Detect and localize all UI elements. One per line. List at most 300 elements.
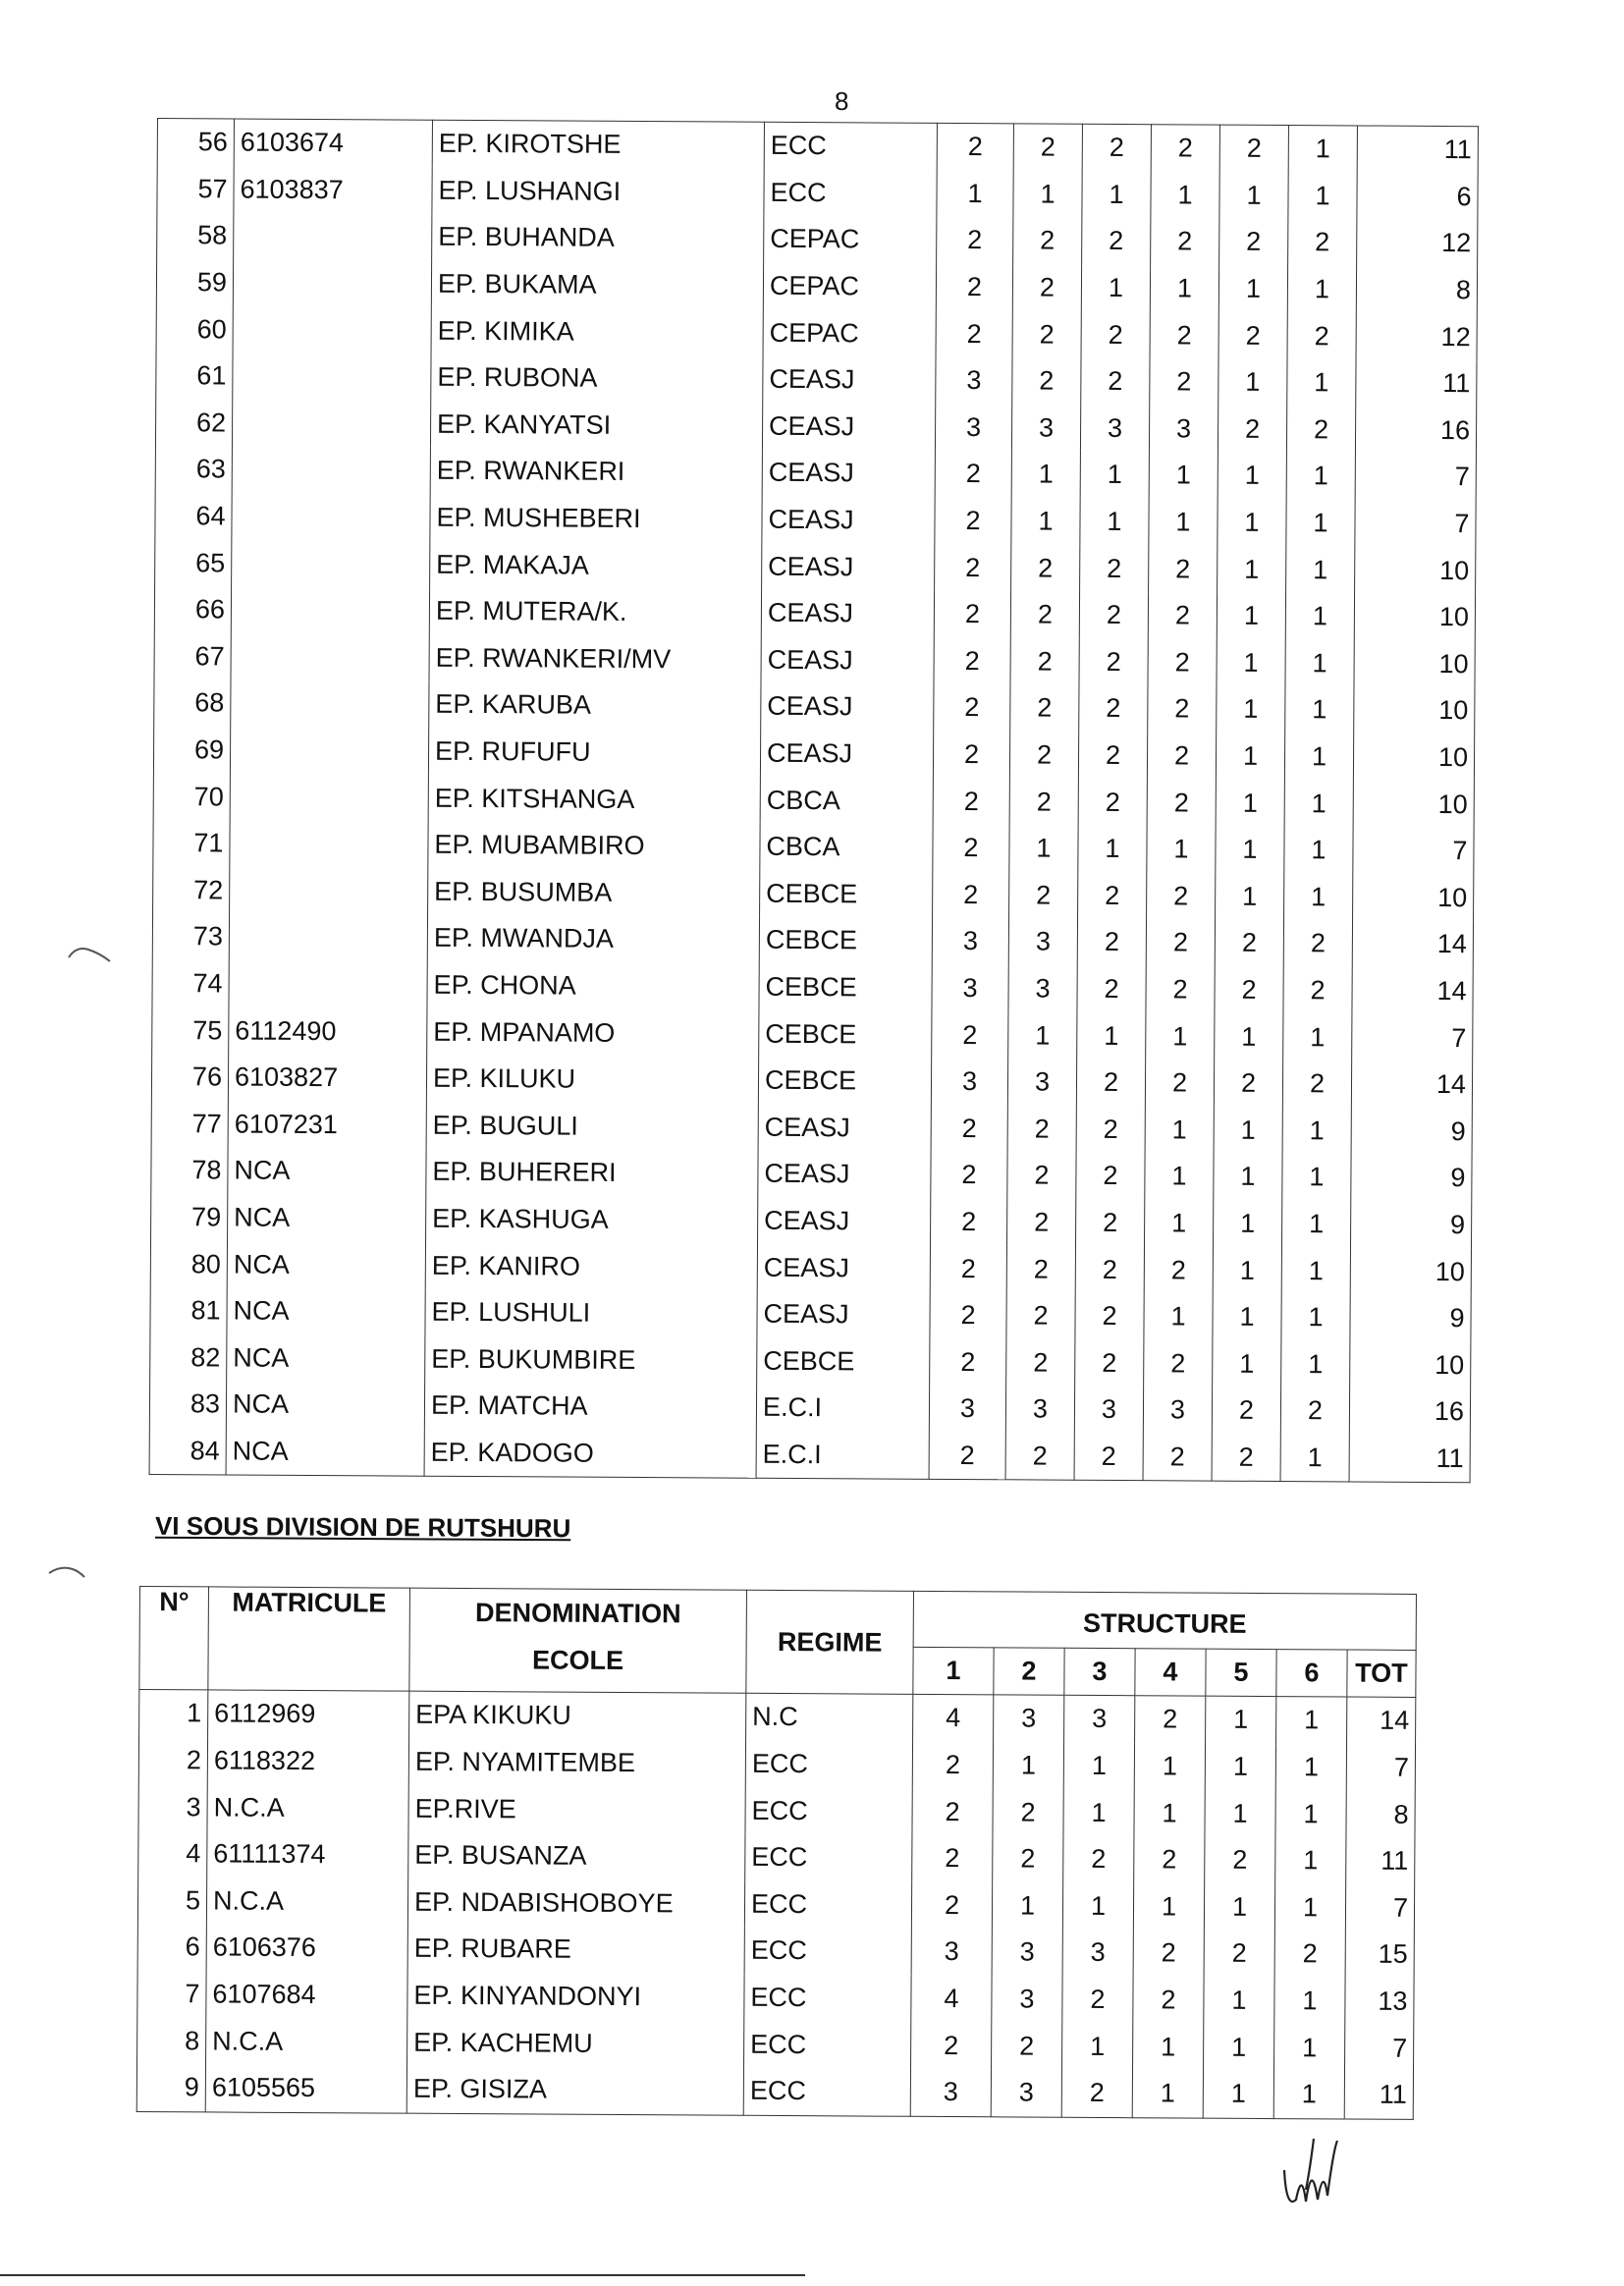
row-structure-2: 2 xyxy=(1012,264,1081,311)
row-structure-6: 2 xyxy=(1287,312,1356,359)
table-row xyxy=(138,1737,1415,1792)
header-denomination xyxy=(409,1588,747,1693)
row-school-name: EP. MUSHEBERI xyxy=(430,494,762,543)
row-structure-4: 2 xyxy=(1151,125,1219,173)
row-regime: CEASJ xyxy=(757,1291,930,1339)
row-structure-6: 1 xyxy=(1285,686,1354,734)
row-structure-1: 2 xyxy=(931,1152,1007,1199)
row-number: 7 xyxy=(137,1971,206,2018)
row-structure-6: 1 xyxy=(1287,266,1356,313)
row-structure-3: 1 xyxy=(1063,1789,1134,1836)
row-structure-6: 1 xyxy=(1281,1340,1350,1388)
row-total: 16 xyxy=(1355,407,1476,454)
table-row xyxy=(153,773,1474,828)
row-number: 72 xyxy=(153,866,230,913)
row-structure-6: 1 xyxy=(1282,1107,1351,1154)
row-structure-4: 1 xyxy=(1151,172,1219,219)
row-structure-2: 3 xyxy=(1008,918,1077,965)
row-structure-5: 1 xyxy=(1216,780,1284,827)
row-structure-6: 1 xyxy=(1284,827,1353,874)
row-structure-1: 2 xyxy=(930,1245,1006,1292)
row-structure-3: 2 xyxy=(1079,592,1148,639)
row-regime: ECC xyxy=(744,1880,911,1929)
row-school-name: EP. KITSHANGA xyxy=(428,775,760,824)
row-school-name: EP. MAKAJA xyxy=(430,541,762,590)
row-structure-4: 1 xyxy=(1149,499,1218,546)
row-regime: CEASJ xyxy=(761,590,934,638)
row-structure-1: 2 xyxy=(911,2022,992,2069)
row-regime: CEASJ xyxy=(758,1151,931,1199)
row-structure-3: 1 xyxy=(1077,1012,1146,1060)
row-structure-2: 3 xyxy=(1007,1059,1076,1106)
row-number: 66 xyxy=(154,586,231,633)
row-number: 69 xyxy=(153,727,230,774)
row-structure-5: 1 xyxy=(1219,172,1288,219)
page-number: 8 xyxy=(835,86,849,116)
row-structure-5: 1 xyxy=(1216,873,1284,920)
row-school-name: EP. RWANKERI/MV xyxy=(429,634,761,683)
row-total: 14 xyxy=(1351,1061,1472,1108)
row-structure-2: 2 xyxy=(1013,218,1082,265)
row-structure-5: 1 xyxy=(1218,546,1286,593)
row-structure-3: 2 xyxy=(1062,1977,1133,2024)
row-matricule: N.C.A xyxy=(207,1784,408,1832)
row-total: 10 xyxy=(1355,547,1476,594)
row-school-name: EP. KANYATSI xyxy=(430,401,762,450)
row-structure-5: 2 xyxy=(1218,312,1287,359)
row-structure-1: 2 xyxy=(935,498,1011,545)
row-structure-1: 2 xyxy=(933,825,1009,872)
row-structure-2: 3 xyxy=(991,2069,1061,2117)
row-structure-1: 2 xyxy=(933,732,1009,779)
row-structure-4: 2 xyxy=(1148,639,1217,686)
row-structure-4: 1 xyxy=(1149,452,1218,499)
row-structure-3: 2 xyxy=(1077,919,1146,966)
row-structure-2: 2 xyxy=(1012,311,1081,358)
row-matricule: 6107231 xyxy=(228,1101,426,1149)
row-structure-3: 2 xyxy=(1075,1293,1144,1340)
row-structure-4: 2 xyxy=(1150,358,1218,406)
row-matricule xyxy=(230,727,428,775)
row-structure-1: 2 xyxy=(932,1011,1008,1059)
row-matricule xyxy=(231,633,429,681)
row-school-name: EP. BUSUMBA xyxy=(428,868,760,917)
page-bottom-rule xyxy=(0,2274,805,2276)
row-structure-1: 2 xyxy=(934,591,1010,638)
table-row xyxy=(138,1783,1415,1838)
row-structure-6: 1 xyxy=(1281,1247,1350,1294)
row-structure-4: 2 xyxy=(1151,218,1219,265)
row-structure-5: 2 xyxy=(1205,1837,1275,1884)
row-regime: ECC xyxy=(744,1928,911,1976)
row-matricule: 6106376 xyxy=(206,1925,407,1973)
row-school-name: EP.RIVE xyxy=(408,1785,745,1834)
row-structure-5: 1 xyxy=(1214,1154,1282,1201)
row-total: 9 xyxy=(1351,1108,1472,1155)
row-structure-6: 1 xyxy=(1274,1978,1345,2025)
row-matricule: 6112969 xyxy=(208,1690,409,1738)
header-ecole-label: ECOLE xyxy=(531,1645,624,1676)
row-structure-1: 2 xyxy=(929,1432,1005,1480)
row-structure-2: 1 xyxy=(1008,1012,1077,1060)
row-structure-1: 2 xyxy=(930,1292,1006,1339)
row-regime: CEPAC xyxy=(764,216,937,264)
row-structure-6: 1 xyxy=(1275,1744,1346,1791)
row-structure-1: 3 xyxy=(936,357,1012,405)
row-structure-2: 2 xyxy=(992,2023,1062,2070)
row-matricule xyxy=(230,820,428,868)
row-structure-5: 1 xyxy=(1218,265,1287,312)
row-total: 9 xyxy=(1350,1294,1471,1341)
row-total: 11 xyxy=(1357,126,1478,174)
row-structure-6: 1 xyxy=(1286,500,1355,547)
row-total: 10 xyxy=(1354,687,1475,735)
row-school-name: EP. BUGULI xyxy=(426,1102,758,1151)
table-row xyxy=(137,2017,1414,2072)
row-matricule: NCA xyxy=(227,1287,425,1335)
row-structure-1: 3 xyxy=(910,2069,991,2117)
rutshuru-schools-table xyxy=(136,1586,1417,2119)
row-number: 4 xyxy=(138,1830,207,1878)
row-matricule xyxy=(233,306,431,354)
row-structure-3: 2 xyxy=(1075,1199,1144,1246)
row-structure-5: 2 xyxy=(1212,1434,1280,1482)
header-structure-col-2: 2 xyxy=(994,1647,1064,1695)
row-total: 10 xyxy=(1353,874,1474,921)
row-structure-1: 2 xyxy=(933,778,1009,825)
row-structure-3: 2 xyxy=(1063,1836,1134,1883)
row-regime: CBCA xyxy=(760,777,933,825)
row-structure-3: 1 xyxy=(1062,1882,1133,1930)
row-school-name: EP. KANIRO xyxy=(425,1242,757,1291)
row-total: 14 xyxy=(1352,967,1473,1014)
row-structure-6: 1 xyxy=(1283,1013,1352,1061)
row-structure-2: 1 xyxy=(993,1742,1063,1789)
row-number: 84 xyxy=(149,1428,226,1476)
row-structure-5: 2 xyxy=(1212,1388,1280,1435)
row-structure-2: 3 xyxy=(992,1929,1062,1976)
row-structure-1: 1 xyxy=(937,170,1013,217)
row-structure-1: 2 xyxy=(912,1788,993,1835)
row-total: 14 xyxy=(1352,921,1473,968)
row-matricule xyxy=(230,774,428,822)
table-row xyxy=(151,1054,1472,1109)
row-structure-3: 1 xyxy=(1080,499,1149,546)
row-structure-1: 2 xyxy=(930,1338,1006,1386)
row-total: 9 xyxy=(1351,1155,1472,1202)
row-number: 79 xyxy=(151,1194,228,1241)
row-number: 5 xyxy=(137,1878,206,1925)
row-matricule xyxy=(232,400,430,448)
table-row xyxy=(154,586,1475,641)
row-structure-3: 2 xyxy=(1077,965,1146,1012)
row-structure-6: 1 xyxy=(1276,1697,1347,1745)
row-school-name: EP. LUSHULI xyxy=(425,1289,757,1338)
row-structure-5: 2 xyxy=(1215,966,1283,1013)
row-total: 14 xyxy=(1347,1697,1416,1745)
row-matricule xyxy=(233,259,431,307)
row-structure-6: 1 xyxy=(1288,126,1357,174)
row-school-name: EP. KIMIKA xyxy=(431,307,763,356)
row-structure-5: 2 xyxy=(1219,125,1288,173)
row-regime: CEASJ xyxy=(762,543,935,591)
row-school-name: EP. MUTERA/K. xyxy=(429,588,761,637)
table-row xyxy=(138,1830,1415,1885)
row-number: 73 xyxy=(152,913,229,960)
row-structure-2: 3 xyxy=(1008,965,1077,1012)
row-structure-4: 2 xyxy=(1147,873,1216,920)
table-row xyxy=(152,960,1473,1015)
row-structure-1: 2 xyxy=(912,1835,993,1882)
row-structure-3: 2 xyxy=(1075,1246,1144,1293)
row-total: 7 xyxy=(1345,2025,1414,2072)
row-regime: CEASJ xyxy=(757,1244,930,1292)
row-regime: CEASJ xyxy=(760,730,933,778)
row-structure-6: 1 xyxy=(1286,453,1355,500)
row-structure-1: 2 xyxy=(936,310,1012,357)
row-regime: CEASJ xyxy=(762,403,935,451)
row-structure-6: 1 xyxy=(1284,874,1353,921)
row-total: 6 xyxy=(1357,173,1478,220)
row-school-name: EP. BUKAMA xyxy=(431,260,763,309)
row-structure-5: 1 xyxy=(1213,1247,1281,1294)
table-row xyxy=(151,1100,1472,1155)
row-school-name: EP. KARUBA xyxy=(429,681,761,731)
row-structure-1: 2 xyxy=(937,123,1013,171)
row-number: 62 xyxy=(155,400,232,447)
table-row xyxy=(154,633,1475,688)
row-school-name: EP. MATCHA xyxy=(424,1383,756,1432)
header-structure: STRUCTURE xyxy=(913,1591,1416,1650)
row-structure-6: 2 xyxy=(1274,1931,1345,1978)
row-structure-5: 1 xyxy=(1203,2071,1273,2119)
table-row xyxy=(152,913,1473,968)
row-number: 8 xyxy=(137,2017,206,2064)
row-structure-3: 2 xyxy=(1078,779,1147,826)
row-structure-5: 1 xyxy=(1213,1340,1281,1388)
row-number: 61 xyxy=(156,353,233,400)
row-structure-2: 2 xyxy=(1010,591,1079,638)
row-structure-4: 2 xyxy=(1133,1930,1204,1977)
row-matricule xyxy=(232,493,430,541)
row-number: 3 xyxy=(138,1783,207,1830)
row-structure-1: 2 xyxy=(934,637,1010,684)
row-number: 67 xyxy=(154,633,231,680)
row-structure-2: 2 xyxy=(1013,124,1082,172)
row-structure-1: 2 xyxy=(937,217,1013,264)
header-structure-col-1: 1 xyxy=(913,1647,994,1695)
row-total: 8 xyxy=(1346,1791,1415,1838)
row-total: 7 xyxy=(1346,1744,1415,1791)
row-structure-2: 2 xyxy=(1007,1152,1076,1199)
row-structure-6: 1 xyxy=(1281,1201,1350,1248)
row-number: 78 xyxy=(151,1147,228,1194)
row-structure-6: 2 xyxy=(1283,967,1352,1014)
table-row xyxy=(155,493,1476,548)
header-total: TOT xyxy=(1347,1650,1416,1698)
row-regime: ECC xyxy=(764,169,937,217)
row-structure-5: 1 xyxy=(1204,2024,1274,2071)
table-row xyxy=(155,446,1476,501)
row-structure-2: 2 xyxy=(1009,779,1078,826)
row-matricule: NCA xyxy=(227,1334,425,1383)
row-structure-1: 2 xyxy=(931,1198,1007,1245)
row-structure-1: 3 xyxy=(932,918,1008,965)
row-matricule: 6103674 xyxy=(234,119,432,167)
row-matricule: NCA xyxy=(227,1241,425,1289)
margin-scribble-mark xyxy=(67,938,116,967)
row-structure-4: 2 xyxy=(1149,546,1218,593)
row-school-name: EP. BUHERERI xyxy=(426,1149,758,1198)
row-structure-6: 1 xyxy=(1282,1154,1351,1201)
row-structure-3: 3 xyxy=(1064,1695,1135,1743)
row-regime: CEBCE xyxy=(760,870,933,918)
row-regime: CEASJ xyxy=(761,636,934,684)
row-matricule xyxy=(230,867,428,915)
row-structure-3: 2 xyxy=(1074,1433,1143,1481)
row-structure-5: 1 xyxy=(1218,499,1286,546)
row-structure-3: 2 xyxy=(1076,1153,1145,1200)
row-structure-3: 3 xyxy=(1074,1387,1143,1434)
row-structure-4: 1 xyxy=(1134,1743,1205,1790)
table-row xyxy=(137,1878,1414,1932)
row-number: 75 xyxy=(152,1007,229,1054)
row-structure-6: 1 xyxy=(1286,546,1355,593)
row-regime: E.C.I xyxy=(756,1385,929,1433)
row-structure-6: 2 xyxy=(1282,1061,1351,1108)
row-regime: CEASJ xyxy=(761,683,934,732)
row-structure-4: 3 xyxy=(1149,406,1218,453)
row-structure-4: 2 xyxy=(1133,1977,1204,2024)
row-school-name: EP. NDABISHOBOYE xyxy=(407,1878,744,1928)
row-structure-2: 2 xyxy=(1009,872,1078,919)
row-number: 9 xyxy=(136,2064,205,2112)
row-structure-6: 1 xyxy=(1280,1435,1349,1483)
row-structure-5: 1 xyxy=(1204,1977,1274,2024)
row-total: 9 xyxy=(1350,1201,1471,1248)
row-structure-4: 2 xyxy=(1135,1696,1206,1744)
row-structure-1: 3 xyxy=(931,1059,1007,1106)
row-total: 7 xyxy=(1355,454,1476,501)
row-structure-6: 1 xyxy=(1275,1790,1346,1837)
table-row xyxy=(156,353,1477,408)
row-structure-5: 1 xyxy=(1213,1200,1281,1247)
row-matricule: NCA xyxy=(226,1381,424,1429)
row-structure-4: 2 xyxy=(1150,312,1218,359)
row-structure-4: 2 xyxy=(1144,1246,1213,1293)
table-row xyxy=(155,400,1476,455)
row-structure-6: 1 xyxy=(1281,1294,1350,1341)
row-structure-5: 1 xyxy=(1218,359,1287,407)
row-structure-2: 3 xyxy=(1005,1386,1074,1433)
header-no: N° xyxy=(139,1587,209,1691)
row-structure-3: 2 xyxy=(1082,218,1151,265)
row-structure-1: 4 xyxy=(911,1976,992,2023)
row-structure-5: 1 xyxy=(1216,827,1284,874)
row-structure-3: 2 xyxy=(1076,1060,1145,1107)
row-total: 16 xyxy=(1349,1388,1470,1435)
row-structure-3: 2 xyxy=(1079,638,1148,685)
row-structure-6: 1 xyxy=(1285,593,1354,640)
row-regime: ECC xyxy=(744,1975,911,2023)
row-structure-3: 1 xyxy=(1062,2023,1133,2070)
row-structure-2: 2 xyxy=(1010,684,1079,732)
table-row xyxy=(157,119,1478,174)
row-structure-2: 1 xyxy=(1011,498,1080,545)
handwritten-signature xyxy=(1276,2131,1355,2219)
row-regime: CEBCE xyxy=(757,1337,930,1386)
row-structure-4: 1 xyxy=(1145,1153,1214,1200)
row-structure-4: 2 xyxy=(1144,1340,1213,1388)
table-row xyxy=(153,727,1474,782)
row-structure-5: 1 xyxy=(1217,686,1285,734)
row-total: 10 xyxy=(1354,640,1475,687)
row-total: 11 xyxy=(1344,2071,1413,2119)
table-row xyxy=(149,1428,1470,1483)
row-structure-5: 2 xyxy=(1214,1060,1282,1107)
row-number: 63 xyxy=(155,446,232,493)
row-regime: CEASJ xyxy=(762,450,935,498)
row-school-name: EP. RUBONA xyxy=(431,354,763,404)
row-school-name: EP. RUBARE xyxy=(407,1926,744,1975)
row-number: 70 xyxy=(153,773,230,820)
row-regime: ECC xyxy=(745,1741,912,1789)
row-number: 60 xyxy=(156,305,233,353)
table-row xyxy=(156,305,1477,360)
row-structure-4: 2 xyxy=(1134,1836,1205,1883)
row-matricule xyxy=(229,914,427,962)
row-structure-6: 2 xyxy=(1288,219,1357,266)
row-school-name: EP. MWANDJA xyxy=(427,915,759,964)
row-number: 64 xyxy=(155,493,232,540)
row-matricule: N.C.A xyxy=(206,1878,407,1926)
row-number: 65 xyxy=(155,539,232,586)
row-structure-4: 2 xyxy=(1148,685,1217,733)
row-regime: ECC xyxy=(764,122,937,170)
row-matricule xyxy=(231,680,429,729)
header-denomination-label: DENOMINATION xyxy=(474,1598,681,1629)
row-structure-3: 2 xyxy=(1081,311,1150,358)
row-structure-3: 2 xyxy=(1080,545,1149,592)
row-school-name: EP. MUBAMBIRO xyxy=(428,822,760,871)
table-row xyxy=(137,1971,1414,2026)
row-total: 7 xyxy=(1353,827,1474,874)
table-row xyxy=(139,1690,1416,1745)
row-regime: CEBCE xyxy=(759,963,932,1011)
row-total: 10 xyxy=(1353,734,1474,781)
row-school-name: EP. RUFUFU xyxy=(428,728,760,777)
row-school-name: EP. RWANKERI xyxy=(430,448,762,497)
row-structure-2: 2 xyxy=(993,1835,1063,1882)
row-structure-2: 3 xyxy=(1011,405,1080,452)
row-structure-4: 1 xyxy=(1133,2024,1204,2071)
row-structure-2: 1 xyxy=(1009,825,1078,872)
row-structure-4: 1 xyxy=(1144,1293,1213,1340)
row-structure-3: 2 xyxy=(1079,685,1148,733)
row-total: 7 xyxy=(1345,1884,1414,1932)
row-structure-4: 2 xyxy=(1148,592,1217,639)
table-row xyxy=(150,1287,1471,1342)
row-structure-6: 1 xyxy=(1274,1884,1345,1932)
row-structure-3: 1 xyxy=(1081,265,1150,312)
row-regime: CEASJ xyxy=(758,1197,931,1245)
row-structure-4: 1 xyxy=(1134,1790,1205,1837)
row-structure-6: 1 xyxy=(1287,359,1356,407)
row-school-name: EP. BUKUMBIRE xyxy=(425,1335,757,1385)
table-row xyxy=(149,1381,1470,1436)
table-row xyxy=(152,1007,1473,1061)
row-matricule xyxy=(232,447,430,495)
